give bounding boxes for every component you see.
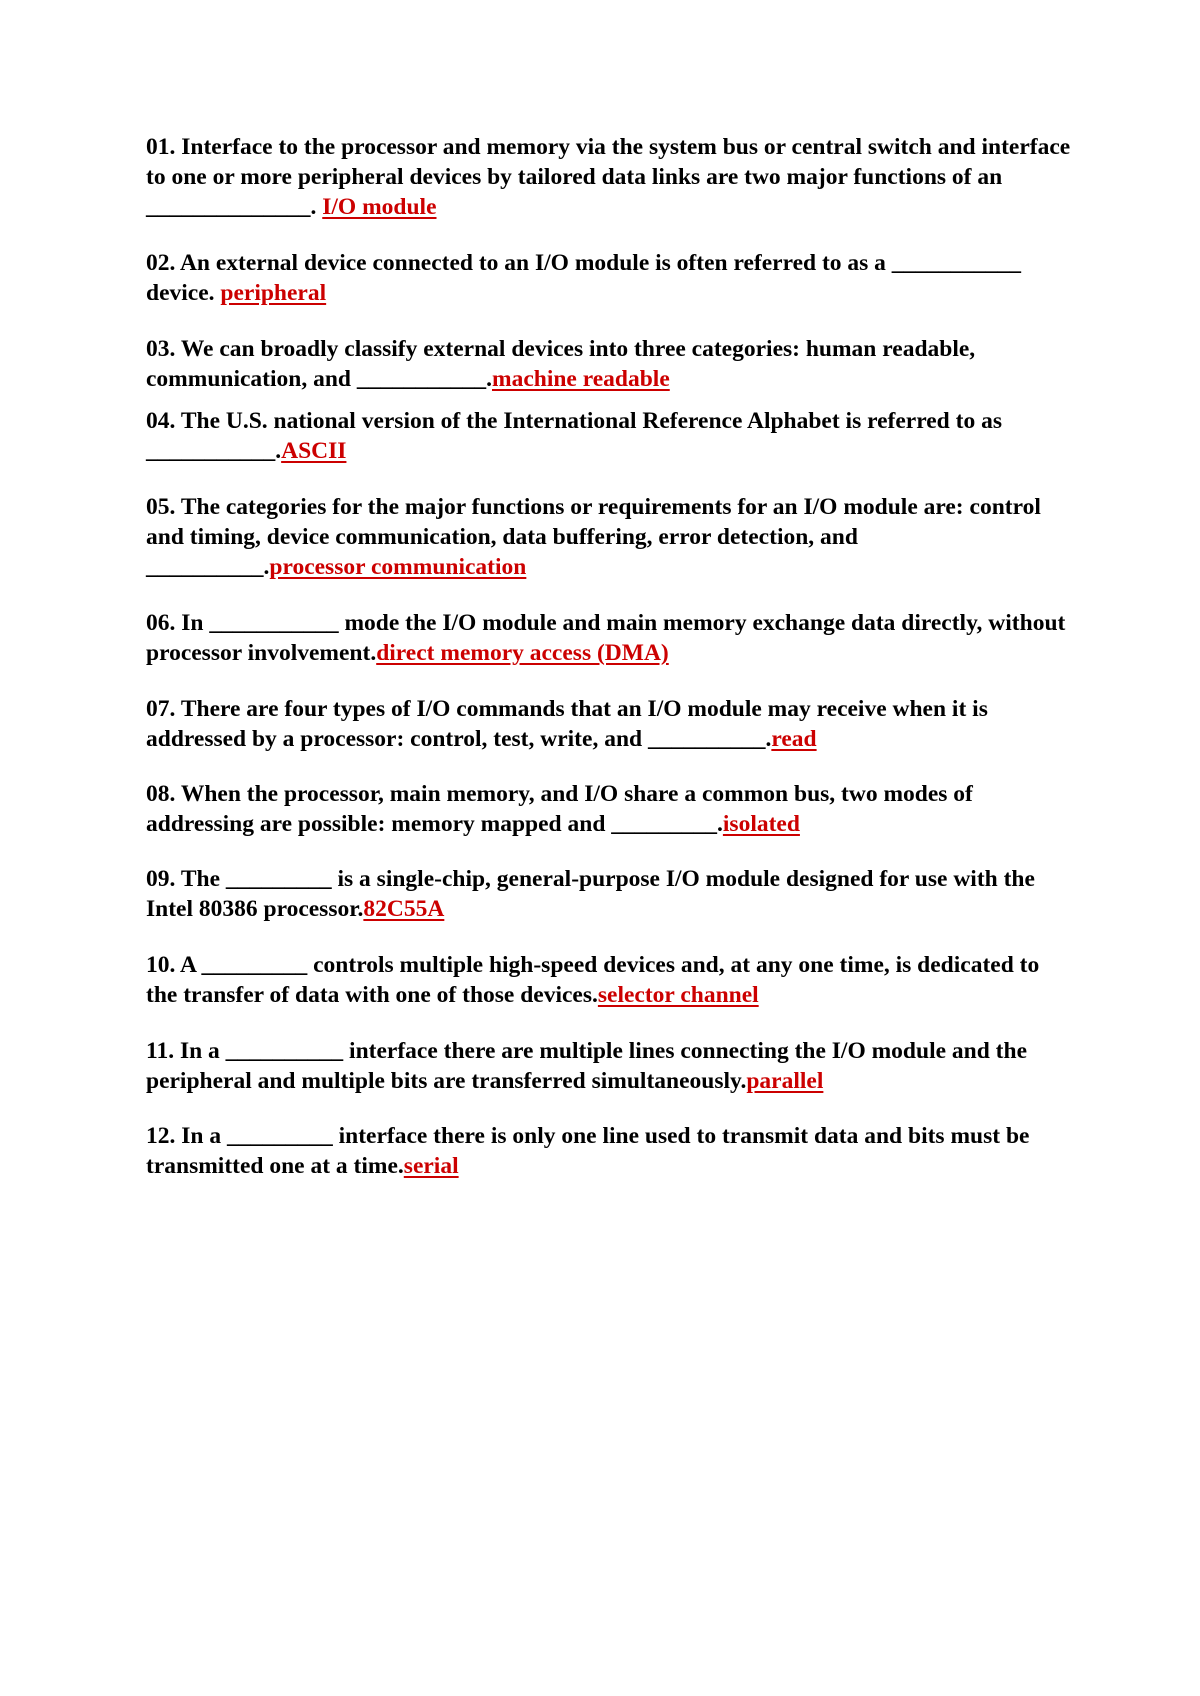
question-12-answer: serial <box>403 1153 459 1179</box>
question-06-text: 06. In ___________ mode the I/O module and main memory exchange data directly, without processor involvement. <box>146 610 1066 666</box>
question-10-text: 10. A _________ controls multiple high-speed devices and, at any one time, is dedicated to the transfer of data with one of those devices. <box>146 952 1040 1008</box>
question-11 <box>146 1036 1076 1096</box>
question-09 <box>146 864 1076 924</box>
question-12 <box>146 1121 1076 1181</box>
question-03 <box>146 334 1076 394</box>
question-10 <box>146 950 1076 1010</box>
question-10-answer: selector channel <box>597 982 759 1008</box>
question-09-answer: 82C55A <box>363 896 445 922</box>
question-04 <box>146 406 1076 466</box>
question-02-text: 02. An external device connected to an I/O module is often referred to as a ___________ device. <box>146 250 1022 306</box>
question-06 <box>146 608 1076 668</box>
question-01-answer: I/O module <box>322 194 437 220</box>
question-01 <box>146 132 1076 222</box>
question-07 <box>146 694 1076 754</box>
question-08 <box>146 779 1076 839</box>
question-03-answer: machine readable <box>492 366 670 392</box>
question-09-text: 09. The _________ is a single-chip, general-purpose I/O module designed for use with the Intel 80386 processor. <box>146 866 1035 922</box>
question-12-text: 12. In a _________ interface there is only one line used to transmit data and bits must be transmitted one at a time. <box>146 1123 1030 1179</box>
question-07-answer: read <box>771 726 817 752</box>
question-08-text: 08. When the processor, main memory, and I/O share a common bus, two modes of addressing are possible: memory mapped and _________. <box>146 781 973 837</box>
question-11-answer: parallel <box>746 1068 824 1094</box>
question-11-text: 11. In a __________ interface there are multiple lines connecting the I/O module and the peripheral and multiple bits are transferred simultaneously. <box>146 1038 1027 1094</box>
question-01-text: 01. Interface to the processor and memory via the system bus or central switch and interface to one or more peripheral devices by tailored data links are two major functions of an ______________. <box>146 134 1071 220</box>
question-02 <box>146 248 1076 308</box>
question-03-text: 03. We can broadly classify external devices into three categories: human readable, communication, and ___________. <box>146 336 976 392</box>
question-04-answer: ASCII <box>281 438 347 464</box>
question-02-answer: peripheral <box>220 280 327 306</box>
question-05-answer: processor communication <box>269 554 527 580</box>
question-05 <box>146 492 1076 582</box>
question-07-text: 07. There are four types of I/O commands that an I/O module may receive when it is addressed by a processor: control, test, write, and __________. <box>146 696 988 752</box>
question-08-answer: isolated <box>722 811 800 837</box>
question-04-text: 04. The U.S. national version of the International Reference Alphabet is referred to as ___________. <box>146 408 1002 464</box>
question-05-text: 05. The categories for the major functions or requirements for an I/O module are: control and timing, device communication, data buffering, error detection, and __________. <box>146 494 1041 580</box>
question-06-answer: direct memory access (DMA) <box>376 640 669 666</box>
